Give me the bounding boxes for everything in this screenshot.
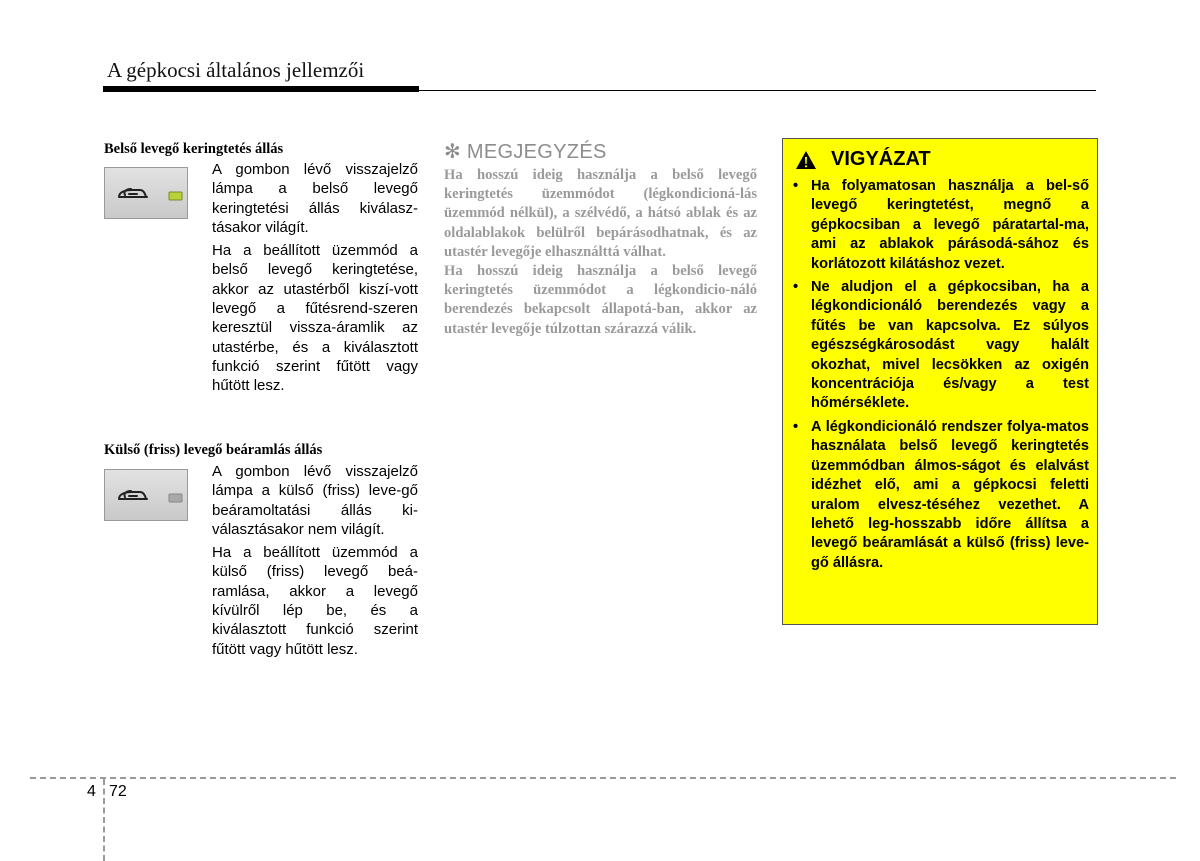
paragraph: A gombon lévő visszajelző lámpa a belső levegő keringtetési állás kiválasz-tásakor világít. (212, 161, 418, 236)
note-paragraph: Ha hosszú ideig használja a belső levegő keringtetés üzemmódot (légkondicioná-lás üzemmód nélkül), a szélvédő, a hátsó ablak és az oldalablakok belülről bepárásodhatnak, és az utastér levegője elhasználttá válhat. (444, 167, 757, 260)
indicator-lamp-on (169, 192, 182, 200)
car-fresh-air-icon (119, 491, 147, 499)
note-paragraph: Ha hosszú ideig használja a belső levegő keringtetés üzemmódot a légkondicio-náló berendezés bekapcsolt állapotá-ban, akkor az utastér levegője túlzottan szárazzá válik. (444, 263, 757, 337)
chapter-number: 4 (87, 783, 96, 800)
warning-list (791, 177, 1089, 577)
warning-item-text: A légkondicionáló rendszer folya-matos használata belső levegő keringtetés üzemmódban álmos-ságot és elalvást idézhet elő, ami a gépkocsi feletti uralom elvesz-téséhez vezethet. A lehető leg-hosszabb időre állítsa a levegő beáramlását a külső (friss) leve-gő állásra. (811, 418, 1089, 571)
warning-triangle-icon (795, 150, 817, 170)
warning-item-text: Ha folyamatosan használja a bel-ső levegő keringtetést, megnő a gépkocsiban a levegő páratartal-ma, ami az ablakok párásodá-sához és korlátozott kilátáshoz vezet. (811, 178, 1089, 272)
recirculation-button-image (104, 167, 188, 219)
footer-rule (30, 777, 1176, 779)
warning-box (782, 138, 1098, 625)
paragraph: Ha a beállított üzemmód a külső (friss) levegő beá-ramlása, akkor a levegő kívülről lép be, és a kiválasztott funkció szerint fűtött vagy hűtött lesz. (212, 544, 418, 658)
page-header-title: A gépkocsi általános jellemzői (107, 58, 365, 82)
warning-item: • Ha folyamatosan használja a bel-ső levegő keringtetést, megnő a gépkocsiban a levegő páratartal-ma, ami az ablakok párásodá-sához és korlátozott kilátáshoz vezet. (793, 178, 1089, 272)
footer-vertical-rule (103, 779, 105, 861)
section-heading-recirculation: Belső levegő keringtetés állás (104, 141, 284, 157)
section-text-fresh-air (212, 462, 418, 663)
header-bar (103, 86, 419, 92)
paragraph: Ha a beállított üzemmód a belső levegő keringtetése, akkor az utastérből kiszí-vott levegő a fűtésrend-szeren keresztül vissza-áramlik az utastérbe, és a kiválasztott funkció szerint fűtött vagy hűtött lesz. (212, 242, 418, 395)
paragraph: A gombon lévő visszajelző lámpa a külső (friss) leve-gő beáramoltatási állás ki-választásakor nem világít. (212, 463, 418, 538)
warning-item: • A légkondicionáló rendszer folya-matos használata belső levegő keringtetés üzemmódban álmos-ságot és elalvást idézhet elő, ami a gépkocsi feletti uralom elvesz-téséhez vezethet. A lehető leg-hosszabb időre állítsa a levegő beáramlását a külső (friss) leve-gő állásra. (793, 418, 1089, 571)
header-rule (419, 90, 1096, 91)
note-title: ✻ MEGJEGYZÉS (444, 141, 607, 163)
warning-title: VIGYÁZAT (831, 148, 931, 170)
warning-item: • Ne aludjon el a gépkocsiban, ha a légkondicionáló berendezés vagy a fűtés be van kapcsolva. Ez súlyos egészségkárosodást vagy halált okozhat, mivel lecsökken az oxigén koncentrációja és/vagy a test hőmérséklete. (793, 279, 1089, 412)
fresh-air-button-image (104, 469, 188, 521)
section-heading-fresh-air: Külső (friss) levegő beáramlás állás (104, 442, 323, 458)
indicator-lamp-off (169, 494, 182, 502)
warning-item-text: Ne aludjon el a gépkocsiban, ha a légkondicionáló berendezés vagy a fűtés be van kapcsolva. Ez súlyos egészségkárosodást vagy halált okozhat, mivel lecsökken az oxigén koncentrációja és/vagy a test hőmérséklete. (811, 279, 1089, 412)
warning-heading (795, 148, 931, 171)
section-text-recirculation (212, 160, 418, 400)
car-recirculation-icon (119, 189, 147, 197)
page-number: 72 (109, 783, 127, 800)
note-text (444, 166, 757, 339)
